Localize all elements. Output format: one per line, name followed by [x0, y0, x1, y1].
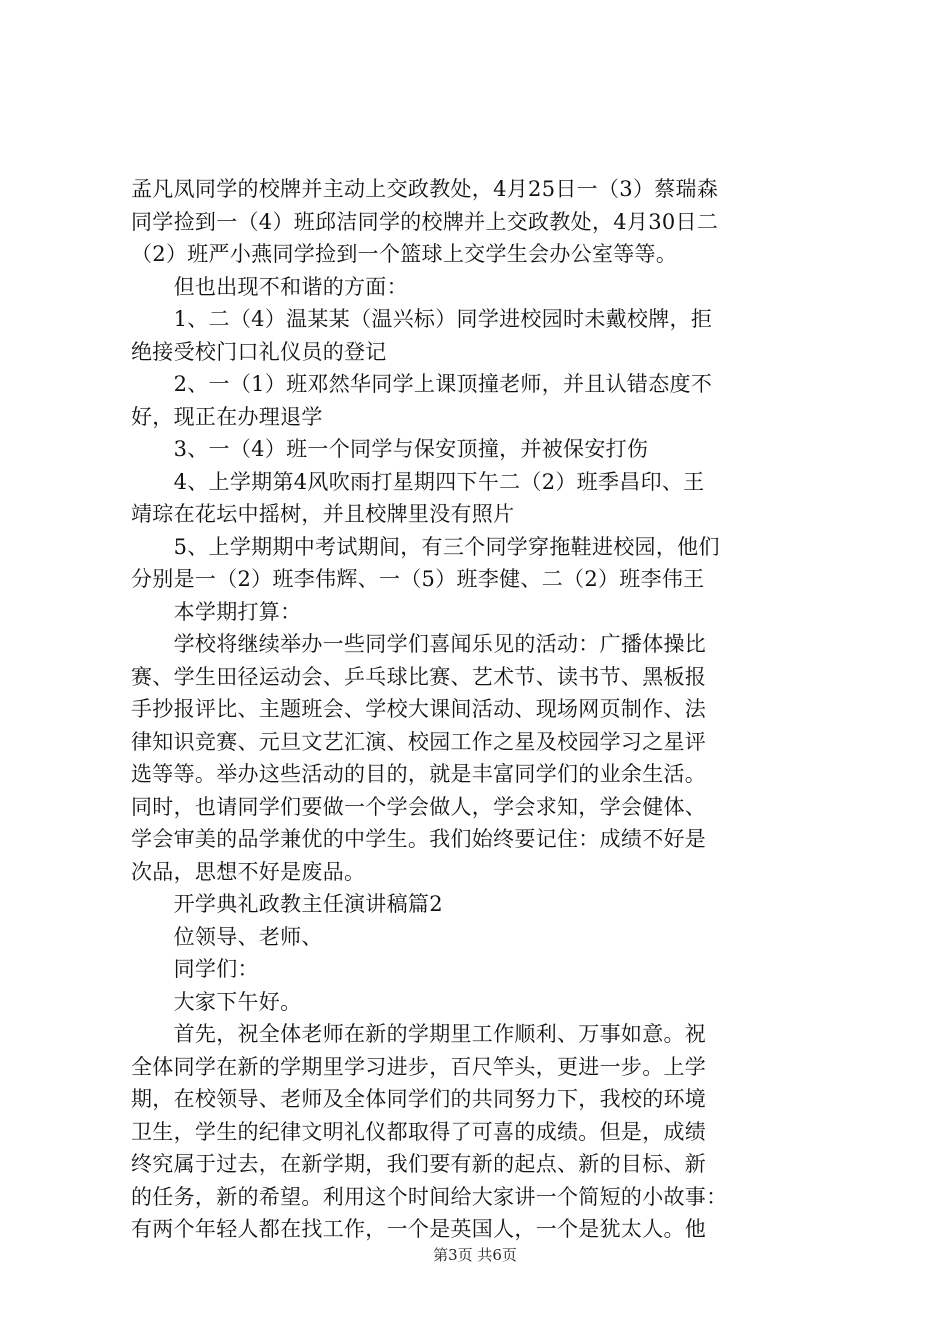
text-line: 但也出现不和谐的方面： [131, 274, 408, 299]
text-line: 开学典礼政教主任演讲稿篇2 [131, 892, 443, 916]
text-line: 赛、学生田径运动会、乒乓球比赛、艺术节、读书节、黑板报 [131, 664, 707, 689]
text-line: 选等等。举办这些活动的目的，就是丰富同学们的业余生活。 [131, 762, 707, 786]
text-line: 5、上学期期中考试期间，有三个同学穿拖鞋进校园，他们 [131, 534, 720, 559]
text-line: 4、上学期第4风吹雨打星期四下午二（2）班季昌印、王 [131, 469, 705, 494]
text-line: 本学期打算： [131, 599, 302, 624]
text-line: 手抄报评比、主题班会、学校大课间活动、现场网页制作、法 [131, 697, 707, 721]
text-line: 期，在校领导、老师及全体同学们的共同努力下，我校的环境 [131, 1087, 707, 1111]
text-line: 同学们： [131, 957, 259, 981]
text-line: 同学捡到一（4）班邱洁同学的校牌并上交政教处，4月30日二 [131, 209, 719, 234]
text-line: 2、一（1）班邓然华同学上课顶撞老师，并且认错态度不 [131, 372, 713, 396]
document-body [131, 173, 831, 1246]
text-line: 学会审美的品学兼优的中学生。我们始终要记住：成绩不好是 [131, 827, 707, 851]
text-line: 分别是一（2）班李伟辉、一（5）班李健、二（2）班李伟王 [131, 567, 705, 591]
text-line: 位领导、老师、 [131, 924, 323, 949]
text-line: 靖琮在花坛中摇树，并且校牌里没有照片 [131, 502, 515, 526]
text-line: 全体同学在新的学期里学习进步，百尺竿头，更进一步。上学 [131, 1054, 707, 1079]
text-line: 同时，也请同学们要做一个学会做人，学会求知，学会健体、 [131, 794, 707, 819]
page-number-footer: 第3页 共6页 [433, 1246, 517, 1264]
text-line: 首先，祝全体老师在新的学期里工作顺利、万事如意。祝 [131, 1022, 707, 1046]
text-line: 律知识竞赛、元旦文艺汇演、校园工作之星及校园学习之星评 [131, 729, 707, 754]
text-line: 好，现正在办理退学 [131, 404, 323, 429]
text-line: 1、二（4）温某某（温兴标）同学进校园时未戴校牌，拒 [131, 307, 713, 331]
text-line: 卫生，学生的纪律文明礼仪都取得了可喜的成绩。但是，成绩 [131, 1119, 707, 1144]
text-line: 次品，思想不好是废品。 [131, 859, 366, 884]
text-line: 大家下午好。 [131, 989, 302, 1014]
text-line: （2）班严小燕同学捡到一个篮球上交学生会办公室等等。 [131, 242, 678, 266]
text-line: 3、一（4）班一个同学与保安顶撞，并被保安打伤 [131, 437, 649, 461]
text-line: 孟凡凤同学的校牌并主动上交政教处，4月25日一（3）蔡瑞森 [131, 177, 719, 201]
text-line: 学校将继续举办一些同学们喜闻乐见的活动：广播体操比 [131, 632, 707, 656]
text-line: 终究属于过去，在新学期，我们要有新的起点、新的目标、新 [131, 1152, 707, 1176]
text-line: 有两个年轻人都在找工作，一个是英国人，一个是犹太人。他 [131, 1217, 707, 1241]
text-line: 绝接受校门口礼仪员的登记 [131, 339, 387, 364]
text-line: 的任务，新的希望。利用这个时间给大家讲一个简短的小故事： [131, 1184, 728, 1209]
